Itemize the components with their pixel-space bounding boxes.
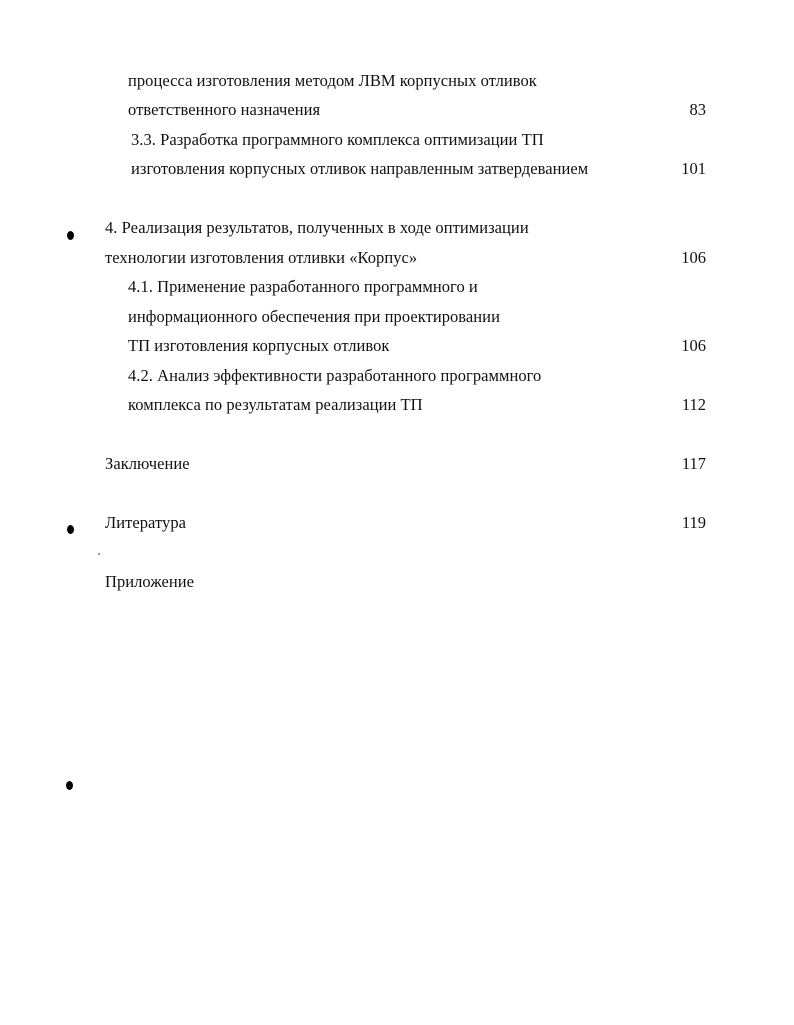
toc-entry-page: 119 — [681, 513, 706, 532]
toc-entry-text: 4.1. Применение разработанного программного и — [128, 277, 478, 296]
toc-entry-text: комплекса по результатам реализации ТП — [128, 395, 423, 414]
toc-entry-page: 83 — [689, 100, 706, 119]
toc-entry-text: процесса изготовления методом ЛВМ корпусных отливок — [128, 71, 537, 90]
scan-speck — [98, 553, 100, 555]
binder-hole-mark — [67, 525, 74, 534]
toc-entry-text: изготовления корпусных отливок направленным затвердеванием — [131, 159, 589, 178]
toc-entry-text: ТП изготовления корпусных отливок — [128, 336, 390, 355]
toc-entry-text: Литература — [105, 513, 187, 532]
toc-entry-text: 3.3. Разработка программного комплекса оптимизации ТП — [131, 130, 544, 149]
binder-hole-mark — [67, 231, 74, 240]
binder-hole-mark — [66, 781, 73, 790]
toc-entry-page: 117 — [681, 454, 706, 473]
toc-entry-text: информационного обеспечения при проектировании — [128, 307, 500, 326]
toc-entry-text: Приложение — [105, 572, 195, 591]
toc-entry-page: 106 — [681, 248, 706, 267]
toc-entry-page: 106 — [681, 336, 706, 355]
toc-entry-text: Заключение — [105, 454, 190, 473]
toc-entry-text: 4. Реализация результатов, полученных в ходе оптимизации — [105, 218, 529, 237]
toc-entry-page: 101 — [681, 159, 706, 178]
toc-entry-page: 112 — [681, 395, 706, 414]
toc-entry-text: 4.2. Анализ эффективности разработанного программного — [128, 366, 542, 385]
toc-entry-text: технологии изготовления отливки «Корпус» — [105, 248, 418, 267]
toc-entry-text: ответственного назначения — [128, 100, 321, 119]
